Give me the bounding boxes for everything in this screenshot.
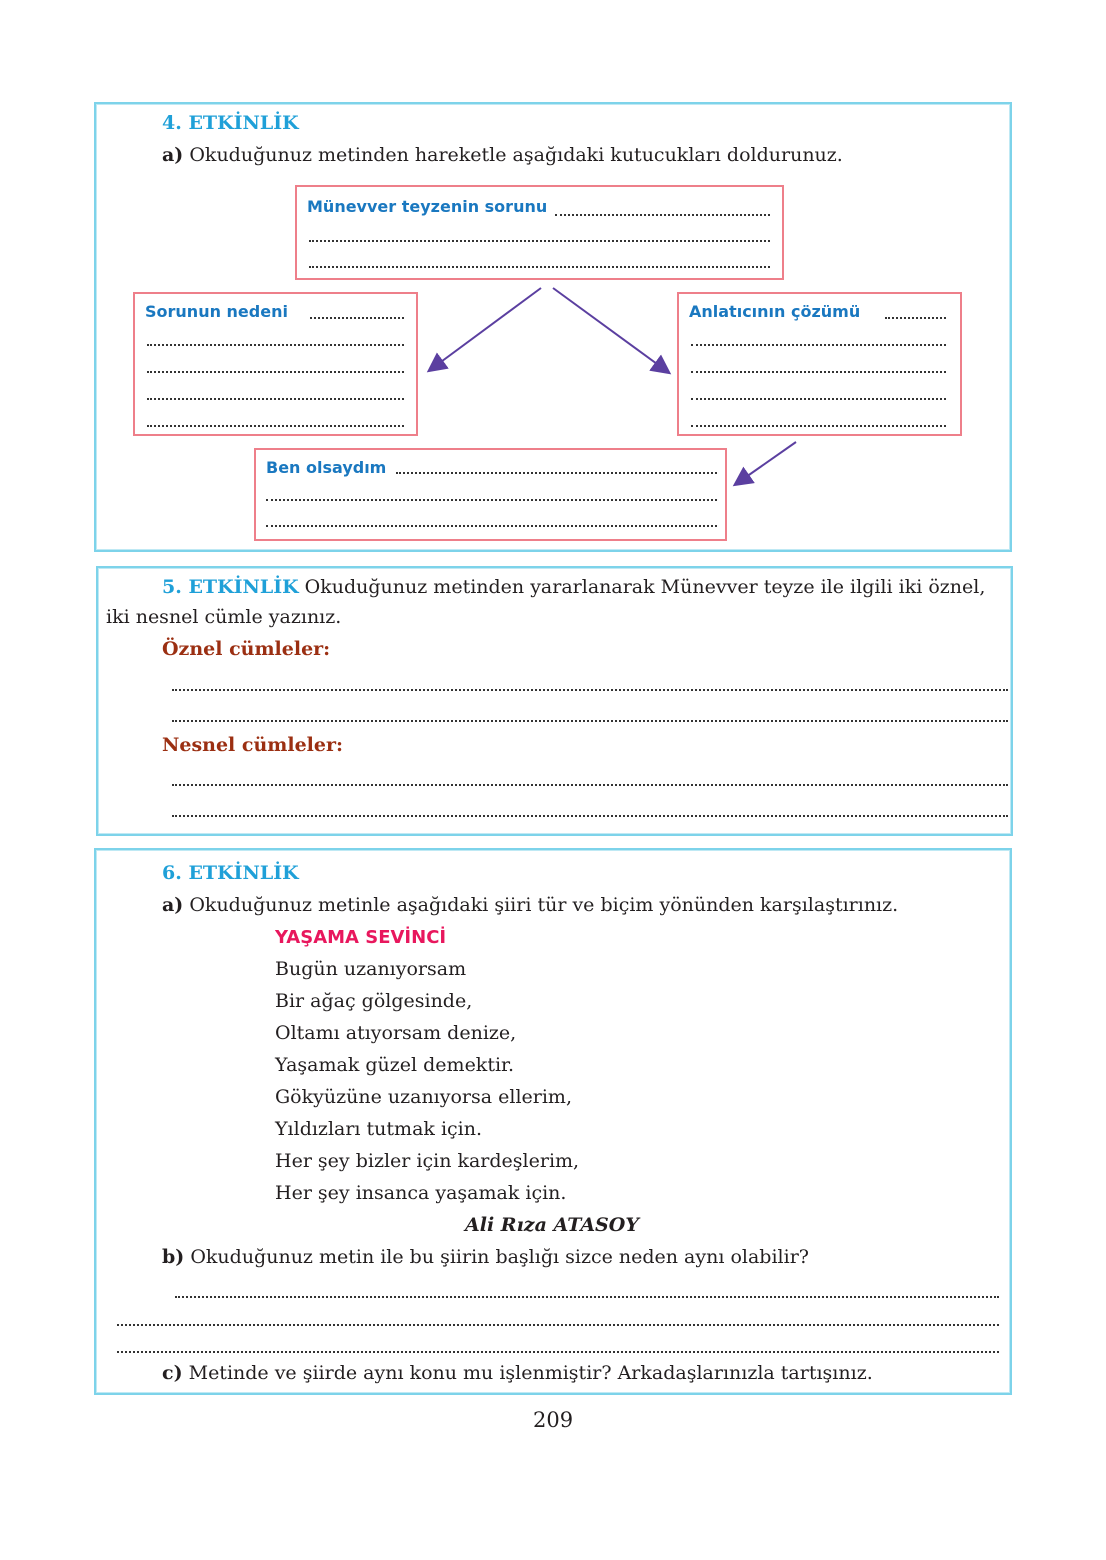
activity-6-part-c: c) Metinde ve şiirde aynı konu mu işlenmiştir? Arkadaşlarınızla tartışınız. <box>162 1362 873 1384</box>
activity-6-panel <box>94 848 1012 1395</box>
poem-line: Bir ağaç gölgesinde, <box>275 990 473 1012</box>
activity-5-instruction-line-1: 5. ETKİNLİK Okuduğunuz metinden yararlanarak Münevver teyze ile ilgili iki öznel, <box>162 576 986 598</box>
activity-5-heading: 5. ETKİNLİK <box>162 576 299 598</box>
objective-sentences-label: Nesnel cümleler: <box>162 734 344 756</box>
page-number: 209 <box>533 1408 574 1432</box>
answer-line[interactable] <box>117 1351 999 1353</box>
answer-line[interactable] <box>172 784 1008 786</box>
activity-5-instruction-line-2: iki nesnel cümle yazınız. <box>106 606 342 628</box>
activity-4-heading: 4. ETKİNLİK <box>162 112 299 134</box>
activity-6-heading: 6. ETKİNLİK <box>162 862 299 884</box>
poem-line: Gökyüzüne uzanıyorsa ellerim, <box>275 1086 572 1108</box>
answer-line[interactable] <box>691 425 946 427</box>
poem-line: Oltamı atıyorsam denize, <box>275 1022 517 1044</box>
part-a-marker: a) <box>162 894 184 916</box>
poem-author: Ali Rıza ATASOY <box>465 1214 639 1236</box>
poem-line: Yıldızları tutmak için. <box>275 1118 483 1140</box>
subjective-sentences-label: Öznel cümleler: <box>162 638 331 660</box>
solution-box[interactable] <box>677 292 962 436</box>
answer-line[interactable] <box>147 398 404 400</box>
poem-line: Bugün uzanıyorsam <box>275 958 467 980</box>
poem-line: Her şey bizler için kardeşlerim, <box>275 1150 580 1172</box>
answer-line[interactable] <box>691 371 946 373</box>
instruction-marker: a) <box>162 144 184 166</box>
answer-line[interactable] <box>885 317 946 319</box>
answer-line[interactable] <box>691 344 946 346</box>
answer-line[interactable] <box>175 1296 999 1298</box>
instruction-text: Okuduğunuz metinden hareketle aşağıdaki kutucukları doldurunuz. <box>189 144 843 166</box>
answer-line[interactable] <box>309 266 770 268</box>
answer-line[interactable] <box>172 689 1008 691</box>
answer-line[interactable] <box>310 317 404 319</box>
cause-box-label: Sorunun nedeni <box>145 302 288 321</box>
poem-line: Her şey insanca yaşamak için. <box>275 1182 567 1204</box>
answer-line[interactable] <box>691 398 946 400</box>
answer-line[interactable] <box>147 371 404 373</box>
problem-box[interactable] <box>295 185 784 280</box>
answer-line[interactable] <box>147 344 404 346</box>
if-i-were-box[interactable] <box>254 448 727 541</box>
problem-box-label: Münevver teyzenin sorunu <box>307 197 548 216</box>
activity-6-part-b: b) Okuduğunuz metin ile bu şiirin başlığı sizce neden aynı olabilir? <box>162 1246 809 1268</box>
answer-line[interactable] <box>172 815 1008 817</box>
if-i-were-box-label: Ben olsaydım <box>266 458 387 477</box>
answer-line[interactable] <box>172 720 1008 722</box>
cause-box[interactable] <box>133 292 418 436</box>
answer-line[interactable] <box>396 472 717 474</box>
poem-line: Yaşamak güzel demektir. <box>275 1054 515 1076</box>
part-b-marker: b) <box>162 1246 185 1268</box>
answer-line[interactable] <box>266 499 717 501</box>
answer-line[interactable] <box>117 1324 999 1326</box>
answer-line[interactable] <box>309 240 770 242</box>
solution-box-label: Anlatıcının çözümü <box>689 302 861 321</box>
activity-6-part-a: a) Okuduğunuz metinle aşağıdaki şiiri tür ve biçim yönünden karşılaştırınız. <box>162 894 899 916</box>
part-c-marker: c) <box>162 1362 183 1384</box>
answer-line[interactable] <box>266 525 717 527</box>
poem-title: YAŞAMA SEVİNCİ <box>275 927 447 948</box>
answer-line[interactable] <box>555 214 770 216</box>
activity-4-instruction <box>162 144 843 166</box>
answer-line[interactable] <box>147 425 404 427</box>
